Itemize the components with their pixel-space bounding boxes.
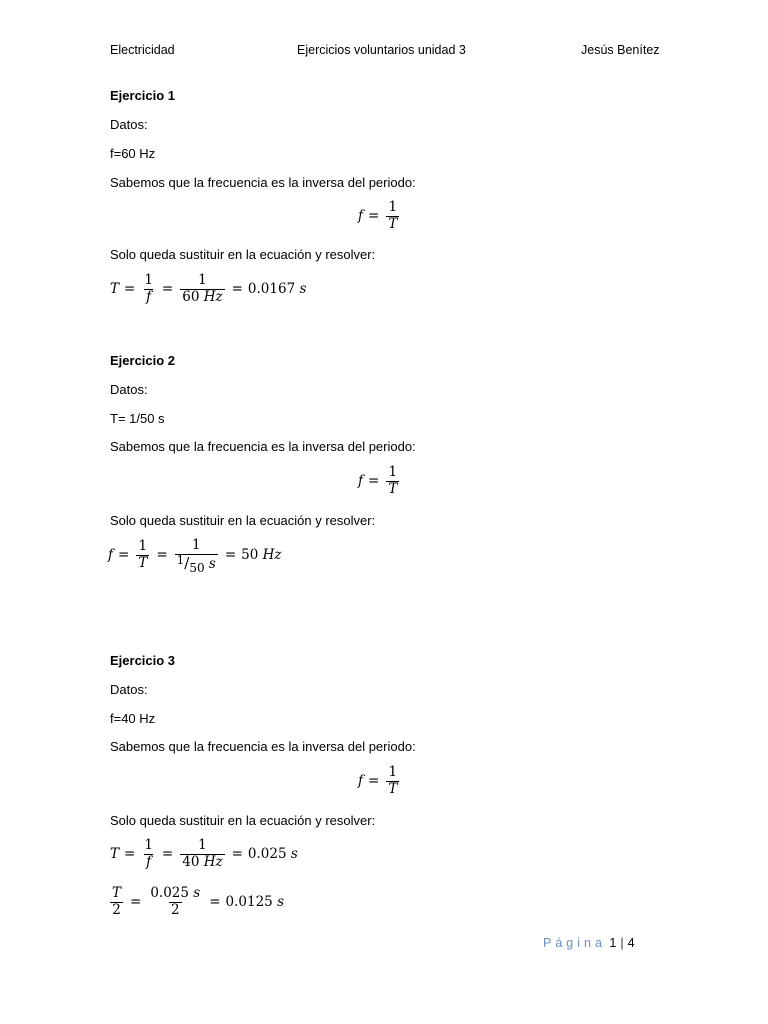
calc-result-unit: s (290, 846, 298, 863)
fraction-numerator: 1 (191, 537, 201, 553)
exercise-3-title: Ejercicio 3 (110, 653, 176, 668)
calc-result-unit: s (299, 281, 307, 298)
denominator-unit: s (208, 555, 216, 572)
formula-lhs: f (358, 208, 363, 225)
fraction-numerator: 1 (388, 764, 398, 780)
fraction-numerator: 1 (138, 538, 148, 554)
calc-result-unit: Hz (262, 547, 282, 564)
exercise-3-intro: Sabemos que la frecuencia es la inversa del periodo: (110, 739, 416, 754)
exercise-2-datos: Datos: (110, 382, 148, 397)
fraction-numerator: 1 (198, 837, 207, 853)
exercise-1-intro: Sabemos que la frecuencia es la inversa del periodo: (110, 175, 416, 190)
formula-fraction (386, 465, 399, 497)
half-period-fraction (148, 886, 202, 918)
exercise-3-formula: f = $\frac{1}{T}$ (358, 764, 398, 797)
fraction-denominator: T (388, 480, 398, 497)
fraction-numerator: 1 (388, 464, 398, 480)
fraction-denominator: T (388, 215, 398, 232)
calc-fraction-1 (136, 539, 149, 571)
calc-fraction-2 (180, 838, 224, 870)
half-period-lhs (110, 886, 123, 918)
exercise-3-solve: Solo queda sustituir en la ecuación y resolver: (110, 813, 376, 828)
calc-fraction-1 (142, 273, 155, 305)
exercise-3-datos: Datos: (110, 682, 148, 697)
fraction-denominator: f (146, 288, 152, 305)
fraction-denominator: 1/50 s (176, 552, 216, 575)
exercise-1-formula: f = $\frac{1}{T}$ (358, 199, 398, 232)
exercise-2-formula: f = $\frac{1}{T}$ (358, 464, 398, 497)
exercise-2-intro: Sabemos que la frecuencia es la inversa del periodo: (110, 439, 416, 454)
header-left: Electricidad (110, 43, 175, 57)
fraction-numerator: 1 (144, 272, 153, 288)
calc-result-value: 0.025 (247, 846, 287, 863)
fraction-numerator: 1 (198, 272, 207, 288)
header-right: Jesús Benítez (581, 43, 660, 57)
calc-fraction-2 (180, 273, 224, 305)
exercise-1-datos: Datos: (110, 117, 148, 132)
fraction-denominator: 2 (112, 901, 121, 918)
formula-fraction (386, 200, 399, 232)
fraction-denominator (180, 854, 224, 871)
calc-result-value: 50 (241, 547, 259, 564)
exercise-2-solve: Solo queda sustituir en la ecuación y resolver: (110, 513, 376, 528)
numerator-unit: s (193, 885, 201, 901)
half-period-result-value: 0.0125 (225, 894, 273, 911)
calc-lhs: T (110, 281, 120, 298)
denominator-value: 60 (182, 288, 200, 305)
numerator-value: 0.025 (150, 885, 189, 901)
formula-fraction (386, 765, 399, 797)
page-footer (543, 936, 635, 950)
footer-page-word: Página (543, 936, 606, 950)
calc-fraction-2 (175, 537, 218, 575)
fraction-numerator (148, 886, 202, 902)
formula-lhs: f (358, 473, 363, 490)
fraction-denominator: T (388, 780, 398, 797)
calc-fraction-1 (142, 838, 155, 870)
denominator-unit: Hz (203, 288, 223, 305)
calc-lhs: T (110, 846, 120, 863)
exercise-3-given: f=40 Hz (110, 711, 156, 726)
formula-lhs: f (358, 773, 363, 790)
exercise-1-solve: Solo queda sustituir en la ecuación y resolver: (110, 247, 376, 262)
footer-separator: | (620, 936, 624, 950)
half-period-result-unit: s (277, 894, 285, 911)
exercise-2-calculation: f = $\frac{1}{T}$ = $\frac{1}{1/50 s}$ = 50 Hz (108, 537, 282, 575)
denominator-value: 40 (182, 853, 200, 870)
denominator-unit: Hz (203, 853, 223, 870)
fraction-numerator: 1 (144, 837, 153, 853)
footer-page-total: 4 (627, 936, 635, 950)
fraction-denominator: 2 (170, 901, 180, 918)
fraction-numerator: T (112, 885, 122, 901)
calc-lhs: f (108, 547, 113, 564)
fraction-numerator: 1 (388, 199, 398, 215)
exercise-2-given: T= 1/50 s (110, 411, 165, 426)
exercise-3-half-period: $\frac{T}{2}$ = $\frac{0.025 s}{2}$ = 0.0125 s (112, 885, 285, 918)
slash-fraction-bottom: 50 (189, 560, 205, 575)
fraction-denominator: T (138, 554, 148, 571)
fraction-denominator (180, 289, 224, 306)
footer-page-number: 1 (609, 936, 617, 950)
exercise-2-title: Ejercicio 2 (110, 353, 176, 368)
exercise-3-calculation: T = $\frac{1}{f}$ = $\frac{1}{40 Hz}$ = 0.025 s (110, 837, 298, 870)
header-center: Ejercicios voluntarios unidad 3 (297, 43, 466, 57)
slash-fraction-top: 1 (176, 552, 185, 567)
fraction-denominator: f (146, 853, 152, 870)
calc-result-value: 0.0167 (247, 281, 296, 298)
exercise-1-title: Ejercicio 1 (110, 88, 176, 103)
exercise-1-calculation: T = $\frac{1}{f}$ = $\frac{1}{60 Hz}$ = 0.0167 s (110, 272, 307, 305)
exercise-1-given: f=60 Hz (110, 146, 156, 161)
